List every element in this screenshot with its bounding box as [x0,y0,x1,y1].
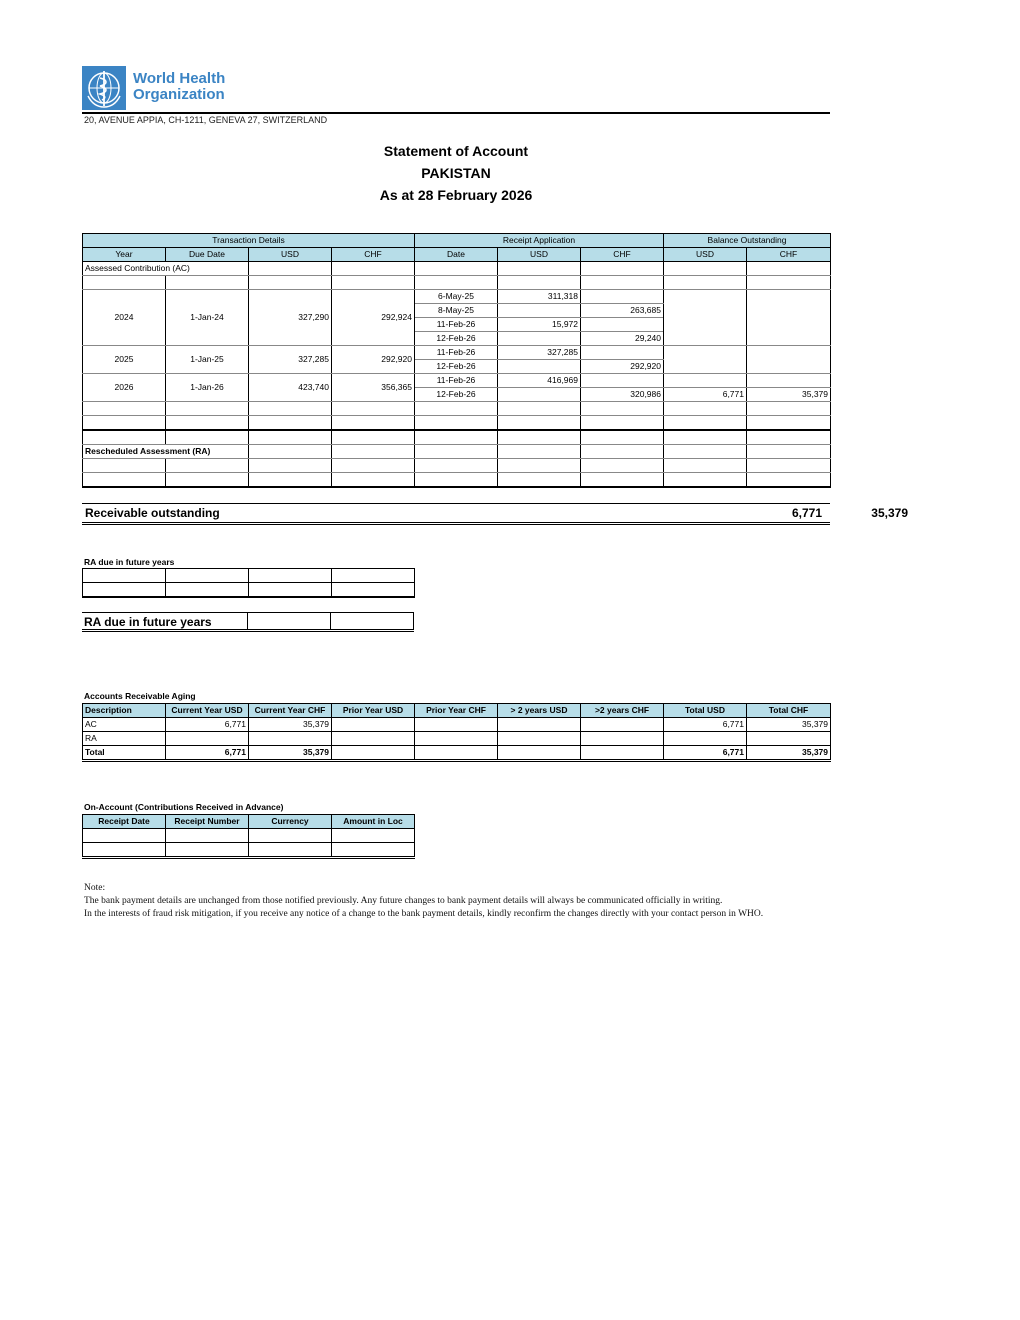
table-cell [581,430,664,445]
table-cell [664,262,747,276]
receipt-date: 12-Feb-26 [415,388,498,402]
aging-cell: 6,771 [664,718,747,732]
col-header: Current Year CHF [249,704,332,718]
table-cell [664,445,747,459]
section-label-ac: Assessed Contribution (AC) [83,262,249,276]
col-header: Description [83,704,166,718]
year-cell: 2025 [83,346,166,374]
table-cell [83,829,166,843]
receipt-chf: 263,685 [581,304,664,318]
note-heading: Note: [84,883,106,893]
table-cell [249,430,332,445]
ra-future-total-label: RA due in future years [84,615,212,629]
table-cell [747,445,831,459]
due-date-cell: 1-Jan-26 [166,374,249,402]
col-header: USD [249,248,332,262]
table-cell [249,416,332,431]
aging-cell [415,718,498,732]
table-cell [166,583,249,598]
col-header: Amount in Loc [332,815,415,829]
table-cell [581,473,664,488]
table-cell [332,459,415,473]
table-cell [498,430,581,445]
usd-cell: 327,290 [249,290,332,346]
table-cell [415,262,498,276]
table-row [83,402,831,416]
table-row [83,430,831,445]
aging-header-row [83,704,831,718]
col-header: Receipt Date [83,815,166,829]
col-header: Due Date [166,248,249,262]
group-header-row [83,234,831,248]
aging-cell [498,746,581,761]
table-row [83,829,415,843]
table-cell [747,416,831,431]
aging-cell: 6,771 [166,718,249,732]
table-cell [166,843,249,858]
table-cell [83,473,166,488]
aging-cell [581,746,664,761]
table-cell [249,843,332,858]
receipt-date: 11-Feb-26 [415,318,498,332]
receipt-usd [498,388,581,402]
chf-cell: 356,365 [332,374,415,402]
column-header-row [83,248,831,262]
table-cell [166,459,249,473]
table-cell [332,843,415,858]
ra-future-table [82,568,415,598]
note [84,882,829,921]
aging-cell: 35,379 [249,746,332,761]
title-country: PAKISTAN [421,165,491,181]
year-cell: 2026 [83,374,166,402]
table-cell [498,276,581,290]
receipt-chf [581,290,664,304]
divider [413,613,414,629]
aging-cell: 6,771 [664,746,747,761]
aging-cell [498,732,581,746]
table-cell [249,473,332,488]
receipt-date: 11-Feb-26 [415,346,498,360]
receipt-usd [498,304,581,318]
balance-usd: 6,771 [664,388,747,402]
table-cell [664,402,747,416]
on-account-header-row [83,815,415,829]
receipt-chf: 320,986 [581,388,664,402]
table-cell [498,262,581,276]
table-row [83,569,415,583]
aging-row-ra [83,732,831,746]
title-line1: Statement of Account [383,143,529,159]
on-account-table [82,814,415,859]
col-header: USD [664,248,747,262]
aging-cell [332,718,415,732]
year-cell: 2024 [83,290,166,346]
receivable-chf: 35,379 [871,506,908,520]
receipt-chf [581,318,664,332]
table-row [83,276,831,290]
org-name-line1: World Health [133,70,226,87]
org-name-line2: Organization [133,86,225,103]
table-row [83,583,415,598]
table-cell [581,445,664,459]
aging-table [82,703,831,762]
group-header-transaction: Transaction Details [83,234,415,248]
aging-cell: 35,379 [249,718,332,732]
table-cell [581,262,664,276]
balance-chf [747,290,831,346]
table-cell [332,583,415,598]
balance-usd [664,346,747,374]
table-cell [249,262,332,276]
receipt-usd: 15,972 [498,318,581,332]
col-header: CHF [581,248,664,262]
divider [247,613,248,629]
chf-cell: 292,924 [332,290,415,346]
table-cell [83,276,166,290]
col-header: CHF [747,248,831,262]
col-header: Total USD [664,704,747,718]
table-cell [166,276,249,290]
table-cell [747,374,831,388]
on-account-title: On-Account (Contributions Received in Advance) [84,802,284,812]
receipt-date: 6-May-25 [415,290,498,304]
table-cell [415,445,498,459]
aging-cell: 35,379 [747,746,831,761]
table-cell [581,276,664,290]
table-cell [332,416,415,431]
col-header: Currency [249,815,332,829]
aging-cell [498,718,581,732]
section-row-ra [83,445,831,459]
table-cell [747,459,831,473]
table-cell [747,262,831,276]
table-cell [415,430,498,445]
receipt-date: 12-Feb-26 [415,332,498,346]
table-row [83,459,831,473]
section-row-ac [83,262,831,276]
table-cell [83,459,166,473]
table-cell [581,416,664,431]
receipt-chf [581,374,664,388]
col-header: > 2 years USD [498,704,581,718]
aging-row-ac [83,718,831,732]
table-cell [332,276,415,290]
table-cell [166,473,249,488]
aging-cell [166,732,249,746]
table-row [83,346,831,360]
aging-desc: Total [83,746,166,761]
address: 20, AVENUE APPIA, CH-1211, GENEVA 27, SWITZERLAND [84,115,328,125]
aging-cell: 35,379 [747,718,831,732]
col-header: Prior Year USD [332,704,415,718]
group-header-balance: Balance Outstanding [664,234,831,248]
table-cell [166,416,249,431]
table-cell [498,473,581,488]
receipt-date: 12-Feb-26 [415,360,498,374]
chf-cell: 292,920 [332,346,415,374]
col-header: Year [83,248,166,262]
table-cell [498,402,581,416]
who-logo [82,66,242,110]
table-cell [249,445,332,459]
header-rule [82,112,830,114]
usd-cell: 327,285 [249,346,332,374]
ra-future-total-row [82,612,414,632]
aging-cell: 6,771 [166,746,249,761]
group-header-receipt: Receipt Application [415,234,664,248]
table-cell [747,473,831,488]
aging-cell [747,732,831,746]
table-cell [498,459,581,473]
due-date-cell: 1-Jan-25 [166,346,249,374]
col-header: Receipt Number [166,815,249,829]
table-row [83,416,831,431]
statement-table [82,233,831,488]
table-cell [249,569,332,583]
aging-row-total [83,746,831,761]
table-cell [166,569,249,583]
table-cell [332,829,415,843]
aging-cell [581,732,664,746]
col-header: CHF [332,248,415,262]
table-cell [581,402,664,416]
table-cell [415,416,498,431]
table-cell [332,445,415,459]
col-header: Current Year USD [166,704,249,718]
table-cell [747,402,831,416]
aging-cell [332,746,415,761]
receivable-label: Receivable outstanding [85,506,220,520]
table-cell [332,569,415,583]
balance-chf: 35,379 [747,388,831,402]
receipt-usd: 327,285 [498,346,581,360]
table-cell [415,402,498,416]
aging-cell [664,732,747,746]
table-cell [664,374,747,388]
who-emblem-icon [82,66,126,110]
table-cell [249,402,332,416]
table-cell [249,276,332,290]
table-cell [664,416,747,431]
receipt-date: 11-Feb-26 [415,374,498,388]
aging-cell [581,718,664,732]
receivable-outstanding-row [82,503,908,525]
table-cell [249,459,332,473]
table-row [83,843,415,858]
table-cell [415,276,498,290]
table-cell [166,402,249,416]
balance-chf [747,346,831,374]
usd-cell: 423,740 [249,374,332,402]
table-cell [747,430,831,445]
table-cell [83,583,166,598]
table-row [83,374,831,388]
section-label-ra: Rescheduled Assessment (RA) [83,445,249,459]
table-cell [332,402,415,416]
table-cell [581,459,664,473]
table-cell [83,843,166,858]
aging-cell [249,732,332,746]
table-cell [249,583,332,598]
table-cell [664,276,747,290]
balance-usd [664,290,747,346]
table-cell [83,569,166,583]
table-row [83,473,831,488]
col-header: >2 years CHF [581,704,664,718]
table-cell [166,829,249,843]
org-name [133,71,225,103]
table-cell [415,459,498,473]
table-cell [498,416,581,431]
aging-cell [332,732,415,746]
due-date-cell: 1-Jan-24 [166,290,249,346]
table-cell [664,459,747,473]
aging-desc: AC [83,718,166,732]
col-header: Date [415,248,498,262]
table-row [83,290,831,304]
statement-title [82,140,830,206]
aging-desc: RA [83,732,166,746]
receipt-chf: 292,920 [581,360,664,374]
aging-cell [415,746,498,761]
table-cell [83,402,166,416]
receipt-usd: 311,318 [498,290,581,304]
table-cell [415,473,498,488]
title-date: As at 28 February 2026 [379,187,533,203]
note-line2: In the interests of fraud risk mitigation, if you receive any notice of a change to the bank payment details, kindly reconfirm the changes directly with your contact person in WHO. [84,909,764,919]
receipt-chf: 29,240 [581,332,664,346]
col-header: Prior Year CHF [415,704,498,718]
receipt-usd [498,332,581,346]
divider [330,613,331,629]
receivable-usd: 6,771 [791,506,822,520]
table-cell [83,430,166,445]
receipt-usd [498,360,581,374]
receipt-date: 8-May-25 [415,304,498,318]
receipt-usd: 416,969 [498,374,581,388]
receipt-chf [581,346,664,360]
col-header: USD [498,248,581,262]
table-cell [332,262,415,276]
table-cell [166,430,249,445]
table-cell [498,445,581,459]
table-cell [83,416,166,431]
aging-cell [415,732,498,746]
col-header: Total CHF [747,704,831,718]
note-line1: The bank payment details are unchanged from those notified previously. Any future changes to bank payment details will always be communicated officially in writing. [84,896,723,906]
table-cell [664,430,747,445]
table-cell [747,276,831,290]
aging-title: Accounts Receivable Aging [84,691,196,701]
table-cell [249,829,332,843]
table-cell [332,430,415,445]
ra-future-title: RA due in future years [84,557,175,567]
table-cell [332,473,415,488]
table-cell [664,473,747,488]
